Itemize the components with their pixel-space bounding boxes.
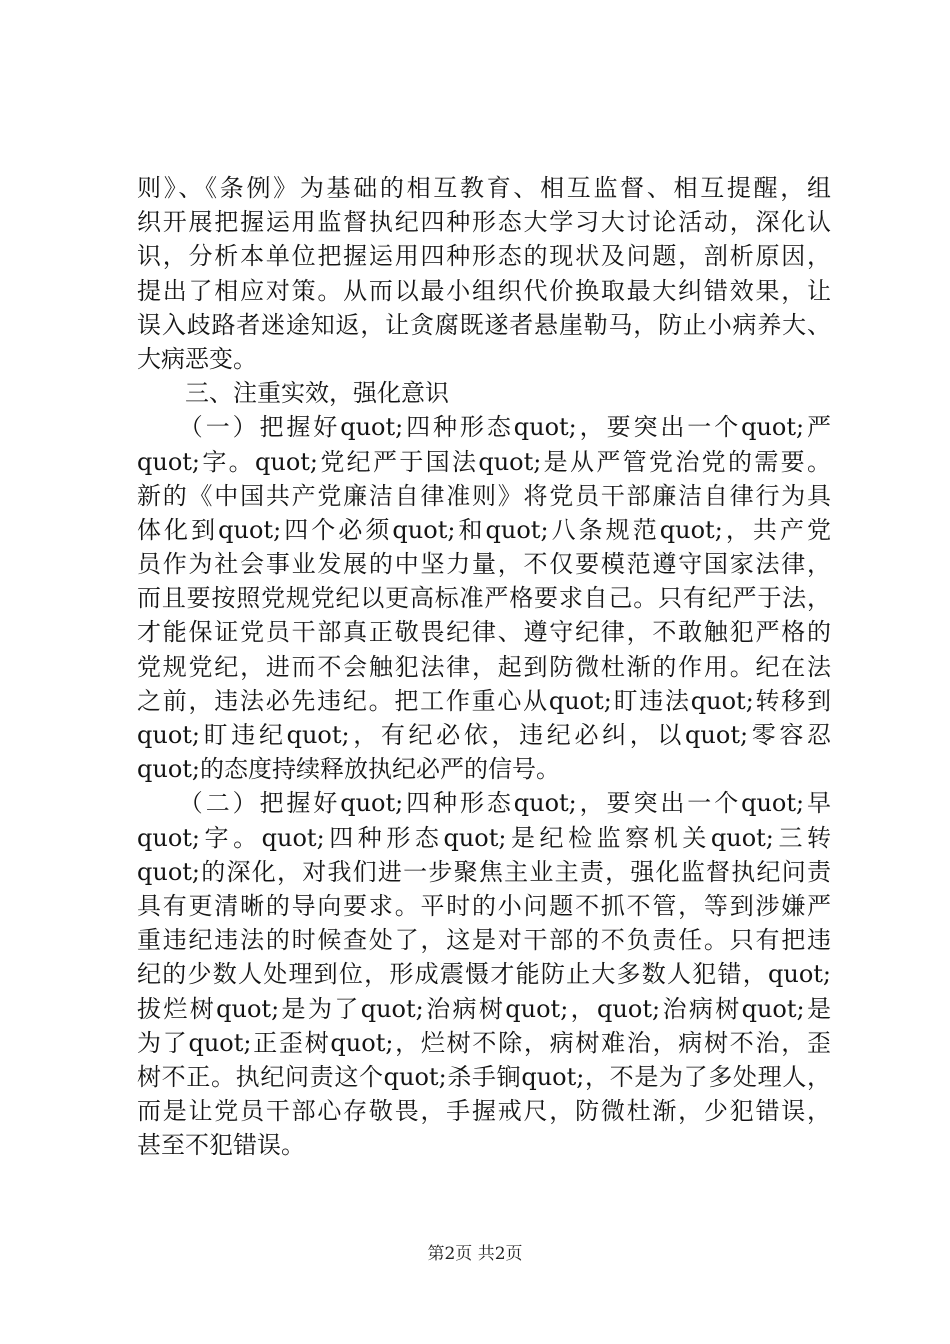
text-line: 党规党纪，进而不会触犯法律，起到防微杜渐的作用。纪在法 [137,652,831,681]
text-line: 误入歧路者迷途知返，让贪腐既遂者悬崖勒马，防止小病养大、 [137,310,831,339]
text-line: 而且要按照党规党纪以更高标准严格要求自己。只有纪严于法， [137,584,831,613]
text-line: 大病恶变。 [137,344,257,373]
text-line: quot;的深化，对我们进一步聚焦主业主责，强化监督执纪问责 [137,857,831,886]
text-line: 重违纪违法的时候查处了，这是对干部的不负责任。只有把违 [137,926,831,955]
text-line: 则》、《条例》为基础的相互教育、相互监督、相互提醒，组 [137,174,831,202]
text-line: 体化到quot;四个必须quot;和quot;八条规范quot;，共产党 [137,515,831,544]
text-line: （一）把握好quot;四种形态quot;，要突出一个quot;严 [137,413,831,442]
text-line: 识，分析本单位把握运用四种形态的现状及问题，剖析原因， [137,242,831,271]
text-line: 提出了相应对策。从而以最小组织代价换取最大纠错效果，让 [137,276,831,305]
text-line: quot;的态度持续释放执纪必严的信号。 [137,755,560,784]
text-line: 拔烂树quot;是为了quot;治病树quot;，quot;治病树quot;是 [137,994,831,1023]
text-line: 树不正。执纪问责这个quot;杀手锏quot;，不是为了多处理人， [137,1062,831,1091]
text-line: 才能保证党员干部真正敬畏纪律、遵守纪律，不敢触犯严格的 [137,618,831,647]
text-line: 之前，违法必先违纪。把工作重心从quot;盯违法quot;转移到 [137,686,831,715]
text-line: 甚至不犯错误。 [137,1131,305,1160]
text-line: 纪的少数人处理到位，形成震慑才能防止大多数人犯错，quot; [137,960,831,989]
text-line: （二）把握好quot;四种形态quot;，要突出一个quot;早 [137,789,831,818]
text-line: quot;盯违纪quot;，有纪必依，违纪必纠，以quot;零容忍 [137,721,831,749]
text-line: 新的《中国共产党廉洁自律准则》将党员干部廉洁自律行为具 [137,481,831,510]
text-line: 织开展把握运用监督执纪四种形态大学习大讨论活动，深化认 [137,208,831,237]
text-line: quot;字。quot;四种形态quot;是纪检监察机关quot;三转 [137,823,831,852]
section-heading: 三、注重实效，强化意识 [137,379,449,408]
text-line: 为了quot;正歪树quot;，烂树不除，病树难治，病树不治，歪 [137,1028,831,1057]
text-line: 具有更清晰的导向要求。平时的小问题不抓不管，等到涉嫌严 [137,891,831,920]
page-number: 第2页 共2页 [427,1244,523,1264]
page-footer [0,1244,950,1264]
text-line: 而是让党员干部心存敬畏，手握戒尺，防微杜渐，少犯错误， [137,1097,831,1126]
body-text [137,171,831,1162]
text-line: 员作为社会事业发展的中坚力量，不仅要模范遵守国家法律， [137,550,831,579]
text-line: quot;字。quot;党纪严于国法quot;是从严管党治党的需要。 [137,447,831,476]
